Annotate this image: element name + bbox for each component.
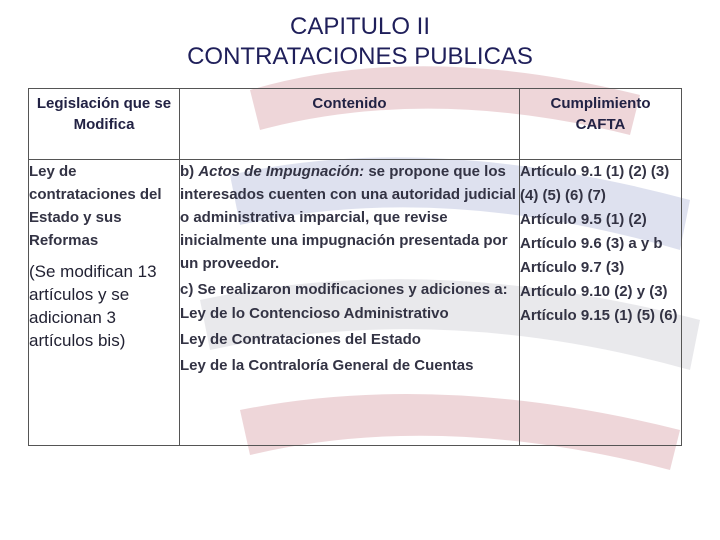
legislation-name: Ley de contrataciones del Estado y sus Reformas	[29, 163, 162, 249]
law-item: Ley de la Contraloría General de Cuentas	[180, 357, 474, 374]
item-b-heading: Actos de Impugnación:	[198, 163, 365, 180]
article-item: Artículo 9.1 (1) (2) (3) (4) (5) (6) (7)	[520, 163, 670, 204]
article-item: Artículo 9.7 (3)	[520, 259, 625, 276]
article-item: Artículo 9.10 (2) y (3)	[520, 283, 668, 300]
header-legislacion: Legislación que se Modifica	[29, 89, 180, 160]
compliance-cell	[520, 160, 682, 446]
article-item: Artículo 9.6 (3) a y b	[520, 235, 663, 252]
title-line-2: CONTRATACIONES PUBLICAS	[187, 43, 533, 70]
table-row	[29, 160, 682, 446]
page-title	[0, 12, 720, 72]
legislation-cell	[29, 160, 180, 446]
law-item: Ley de lo Contencioso Administrativo	[180, 305, 449, 322]
article-item: Artículo 9.5 (1) (2)	[520, 211, 647, 228]
content-cell	[180, 160, 520, 446]
item-b	[180, 160, 519, 275]
contracting-table	[28, 88, 682, 446]
header-cumplimiento: Cumplimiento CAFTA	[520, 89, 682, 160]
legislation-note: (Se modifican 13 artículos y se adicionan 3 artículos bis)	[29, 262, 157, 350]
header-contenido: Contenido	[180, 89, 520, 160]
title-line-1: CAPITULO II	[289, 13, 431, 40]
table-header-row	[29, 89, 682, 160]
law-item: Ley de Contrataciones del Estado	[180, 331, 421, 348]
item-c: c) Se realizaron modificaciones y adiciones a:	[180, 281, 508, 298]
article-item: Artículo 9.15 (1) (5) (6)	[520, 307, 678, 324]
item-b-text: se propone que los interesados cuenten con una autoridad judicial o administrativa imparcial, que revise inicialmente una impugnación presentada por un proveedor.	[180, 163, 516, 272]
item-b-prefix: b)	[180, 163, 199, 180]
